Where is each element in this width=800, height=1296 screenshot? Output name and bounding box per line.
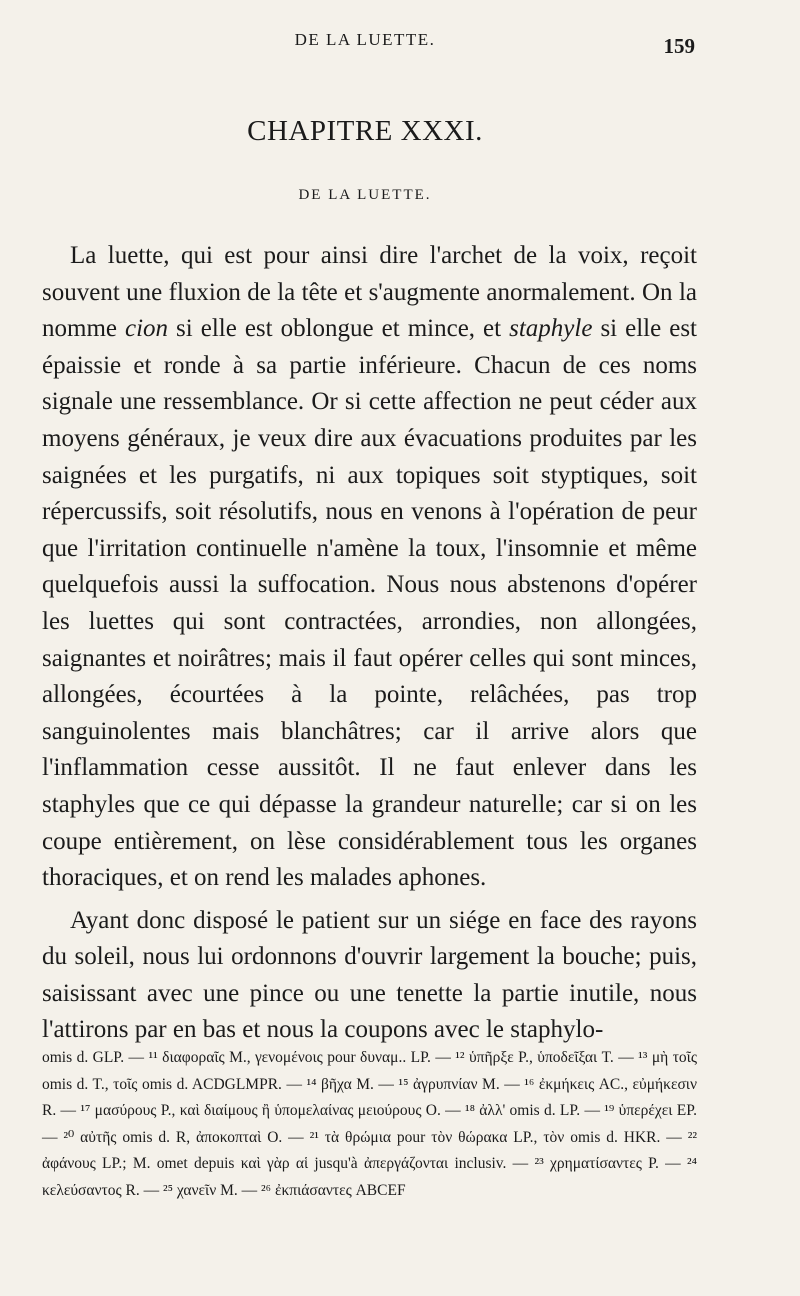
page-number: 159 xyxy=(663,34,695,58)
paragraph: Ayant donc disposé le patient sur un siége en face des rayons du soleil, nous lui ordonnons d'ouvrir largement la bouche; puis, saisissant avec une pince ou une tenette la partie inutile, nous l'attirons par en bas et nous la coupons avec le staphylo- xyxy=(42,906,697,1044)
body-text xyxy=(42,238,697,1049)
paragraph-text: La luette, qui est pour ainsi dire l'archet de la voix, reçoit souvent une fluxion de la tête et s'augmente anormalement. On la nomme xyxy=(42,242,697,343)
running-head: DE LA LUETTE. xyxy=(294,30,436,49)
italic-term: staphyle xyxy=(509,315,593,343)
footnotes: omis d. GLP. — ¹¹ διαφοραῖς M., γενομένοις pour δυναμ.. LP. — ¹² ὑπῆρξε P., ὑποδεῖξαι T. — ¹³ μὴ τοῖς omis d. T., τοῖς omis d. ACDGLMPR. — ¹⁴ βῆχα M. — ¹⁵ ἀγρυπνίαν M. — ¹⁶ ἐκμήκεις AC., εὐμήκεσιν R. — ¹⁷ μασύρους P., καὶ διαίμους ἢ ὑπομελαίνας μειούρους O. — ¹⁸ ἀλλ' omis d. LP. — ¹⁹ ὑπερέχει EP. — ²⁰ αὐτῆς omis d. R, ἀποκοπταὶ O. — ²¹ τὰ θρώμια pour τὸν θώρακα LP., τὸν omis d. HKR. — ²² ἀφάνους LP.; M. omet depuis καὶ γὰρ αἱ jusqu'à ἀπεργάζονται inclusiv. — ²³ χρηματίσαντες P. — ²⁴ κελεύσαντος R. — ²⁵ χανεῖν M. — ²⁶ ἐκπιάσαντες ABCEF xyxy=(42,1049,697,1199)
paragraph-text: si elle est épaissie et ronde à sa partie inférieure. Chacun de ces noms signale une ressemblance. Or si cette affection ne peut céder aux moyens généraux, je veux dire aux évacuations produites par les saignées et les purgatifs, ni aux topiques soit styptiques, soit répercussifs, soit résolutifs, nous en venons à l'opération de peur que l'irritation continuelle n'amène la toux, l'insomnie et même quelquefois aussi la suffocation. Nous nous abstenons d'opérer les luettes qui sont contractées, arrondies, non allongées, saignantes et noirâtres; mais il faut opérer celles qui sont minces, allongées, écourtées à la pointe, relâchées, pas trop sanguinolentes mais blanchâtres; car il arrive alors que l'inflammation cesse aussitôt. Il ne faut enlever dans les staphyles que ce qui dépasse la grandeur naturelle; car si on les coupe entièrement, on lèse considérablement tous les organes thoraciques, et on rend les malades aphones. xyxy=(42,315,697,892)
chapter-subtitle: DE LA LUETTE. xyxy=(298,187,432,203)
paragraph xyxy=(42,238,697,897)
chapter-title: CHAPITRE XXXI. xyxy=(247,115,483,147)
paragraph-text: si elle est oblongue et mince, et xyxy=(168,315,510,343)
italic-term: cion xyxy=(125,315,169,343)
